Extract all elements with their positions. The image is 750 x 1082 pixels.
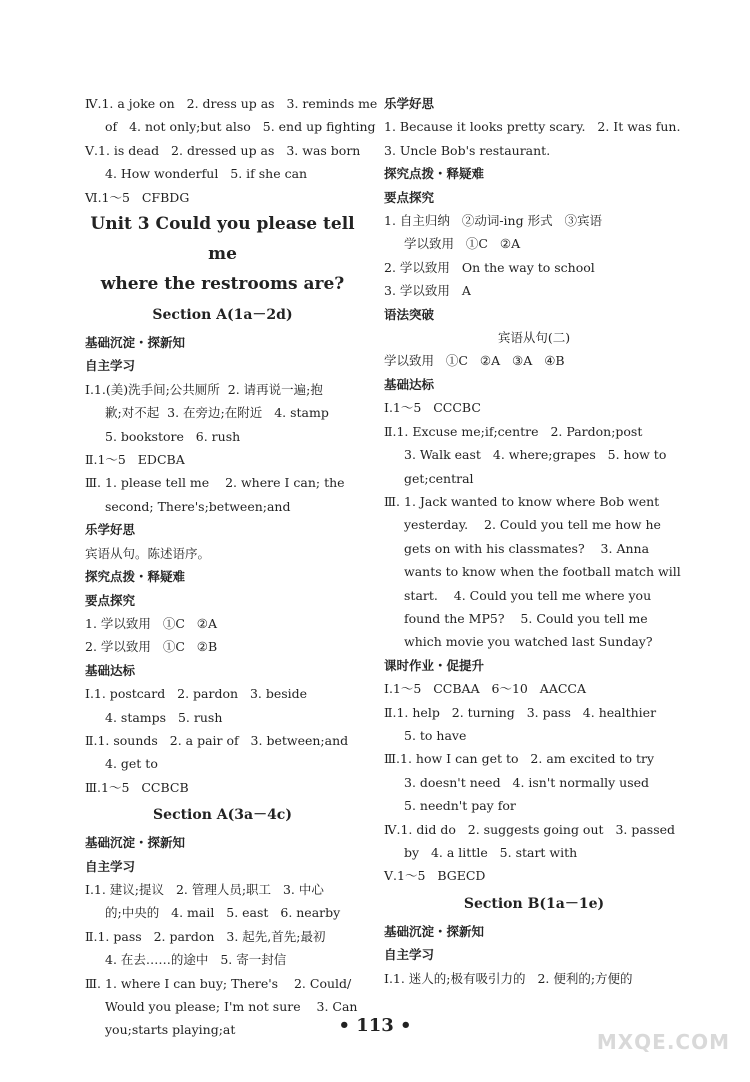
answer-line-continued: start. 4. Could you tell me where you [404, 587, 652, 603]
answer-line: 3. 学以致用 A [384, 283, 471, 299]
answer-line-continued: yesterday. 2. Could you tell me how he [404, 517, 661, 533]
page-number: • 113 • [338, 1015, 412, 1036]
subsection-heading: 自主学习 [85, 358, 136, 374]
unit-title: where the restrooms are? [100, 274, 345, 295]
answer-line: Ⅲ.1. how I can get to 2. am excited to try [384, 751, 655, 767]
answer-line-continued: Would you please; I'm not sure 3. Can [105, 999, 358, 1014]
answer-line: Ⅴ.1. is dead 2. dressed up as 3. was born [85, 142, 361, 158]
answer-line: Ⅱ.1. pass 2. pardon 3. 起先,首先;最初 [85, 928, 326, 944]
answer-line: 学以致用 ①C ②A ③A ④B [384, 353, 565, 369]
section-title: Section A(1a－2d) [152, 307, 293, 324]
answer-line-continued: which movie you watched last Sunday? [404, 634, 653, 650]
subsection-heading: 自主学习 [85, 858, 136, 874]
answer-line: Ⅱ.1. sounds 2. a pair of 3. between;and [85, 732, 349, 748]
answer-line-continued: 的;中央的 4. mail 5. east 6. nearby [105, 905, 341, 921]
answer-line: Ⅲ. 1. where I can buy; There's 2. Could/ [85, 975, 352, 991]
subsection-heading: 要点探究 [85, 592, 136, 608]
answer-line: 1. 学以致用 ①C ②A [85, 615, 218, 631]
answer-line-continued: found the MP5? 5. Could you tell me [404, 610, 648, 626]
subsection-heading: 基础达标 [85, 662, 136, 678]
subsection-heading: 要点探究 [384, 189, 435, 205]
answer-line: 1. Because it looks pretty scary. 2. It was fun. [384, 119, 681, 135]
right-column [384, 92, 684, 990]
subsection-heading: 乐学好思 [384, 96, 435, 111]
answer-line: 2. 学以致用 On the way to school [384, 259, 595, 275]
answer-line: Ⅱ.1. Excuse me;if;centre 2. Pardon;post [384, 423, 643, 439]
section-title: Section A(3a－4c) [153, 807, 292, 824]
answer-line: Ⅰ.1～5 CCCBC [384, 400, 481, 416]
answer-line-continued: 5. to have [404, 727, 467, 743]
answer-line-continued: 4. stamps 5. rush [105, 709, 223, 725]
answer-line: 2. 学以致用 ①C ②B [85, 639, 218, 655]
answer-line-continued: get;central [404, 470, 474, 486]
answer-line: Ⅴ.1～5 BGECD [384, 868, 486, 884]
subsection-heading: 探究点拨・释疑难 [384, 166, 485, 182]
answer-line-continued: of 4. not only;but also 5. end up fighting [105, 119, 376, 135]
answer-line: Ⅲ.1～5 CCBCB [85, 779, 189, 795]
subsection-heading: 基础沉淀・探新知 [85, 335, 186, 351]
answer-line: 宾语从句。陈述语序。 [85, 545, 211, 561]
answer-line-continued: 学以致用 ①C ②A [404, 236, 521, 252]
answer-line: Ⅰ.1.(美)洗手间;公共厕所 2. 请再说一遍;抱 [85, 381, 323, 397]
answer-line: Ⅱ.1. help 2. turning 3. pass 4. healthier [384, 704, 657, 720]
answer-line: Ⅳ.1. did do 2. suggests going out 3. passed [384, 821, 676, 837]
answer-line: Ⅰ.1. 建议;提议 2. 管理人员;职工 3. 中心 [85, 881, 324, 897]
subsection-heading: 基础沉淀・探新知 [384, 923, 485, 939]
answer-line: Ⅳ.1. a joke on 2. dress up as 3. reminds me [85, 96, 378, 111]
answer-line: Ⅰ.1. 迷人的;极有吸引力的 2. 便利的;方便的 [384, 970, 633, 986]
subsection-heading: 课时作业・促提升 [384, 657, 485, 673]
answer-line: 1. 自主归纳 ②动词-ing 形式 ③宾语 [384, 213, 602, 229]
answer-line-continued: gets on with his classmates? 3. Anna [404, 540, 650, 556]
answer-line-continued: 3. doesn't need 4. isn't normally used [404, 774, 650, 790]
answer-line: Ⅰ.1. postcard 2. pardon 3. beside [85, 686, 308, 702]
subsection-heading: 乐学好思 [85, 522, 136, 538]
answer-line-continued: 5. needn't pay for [404, 798, 516, 814]
answer-line-continued: 4. get to [105, 756, 158, 772]
subsection-heading: 自主学习 [384, 947, 435, 963]
answer-line: Ⅲ. 1. Jack wanted to know where Bob went [384, 493, 660, 509]
answer-line: Ⅱ.1～5 EDCBA [85, 452, 185, 468]
answer-line-continued: second; There's;between;and [105, 498, 291, 514]
watermark-logo: MXQE.COM [596, 1030, 730, 1054]
subsection-heading: 语法突破 [384, 306, 435, 322]
answer-line: Ⅲ. 1. please tell me 2. where I can; the [85, 475, 345, 491]
answer-line-continued: 4. 在去……的途中 5. 寄一封信 [105, 952, 287, 968]
answer-line: Ⅵ.1～5 CFBDG [85, 189, 190, 205]
answer-line-continued: 3. Walk east 4. where;grapes 5. how to [404, 447, 667, 463]
answer-line-continued: you;starts playing;at [105, 1022, 236, 1038]
subsection-heading: 基础沉淀・探新知 [85, 835, 186, 851]
grammar-title: 宾语从句(二) [497, 330, 571, 346]
answer-line-continued: 4. How wonderful 5. if she can [105, 166, 308, 182]
answer-line-continued: wants to know when the football match will [404, 564, 681, 580]
unit-title: Unit 3 Could you please tell me [90, 214, 355, 265]
answer-line-continued: 5. bookstore 6. rush [105, 428, 241, 444]
subsection-heading: 基础达标 [384, 376, 435, 392]
answer-line-continued: by 4. a little 5. start with [404, 845, 578, 860]
answer-line-continued: 歉;对不起 3. 在旁边;在附近 4. stamp [105, 405, 329, 421]
answer-line: 3. Uncle Bob's restaurant. [384, 142, 551, 158]
section-title: Section B(1a－1e) [463, 895, 605, 912]
subsection-heading: 探究点拨・释疑难 [85, 569, 186, 585]
answer-line: Ⅰ.1～5 CCBAA 6～10 AACCA [384, 681, 587, 697]
